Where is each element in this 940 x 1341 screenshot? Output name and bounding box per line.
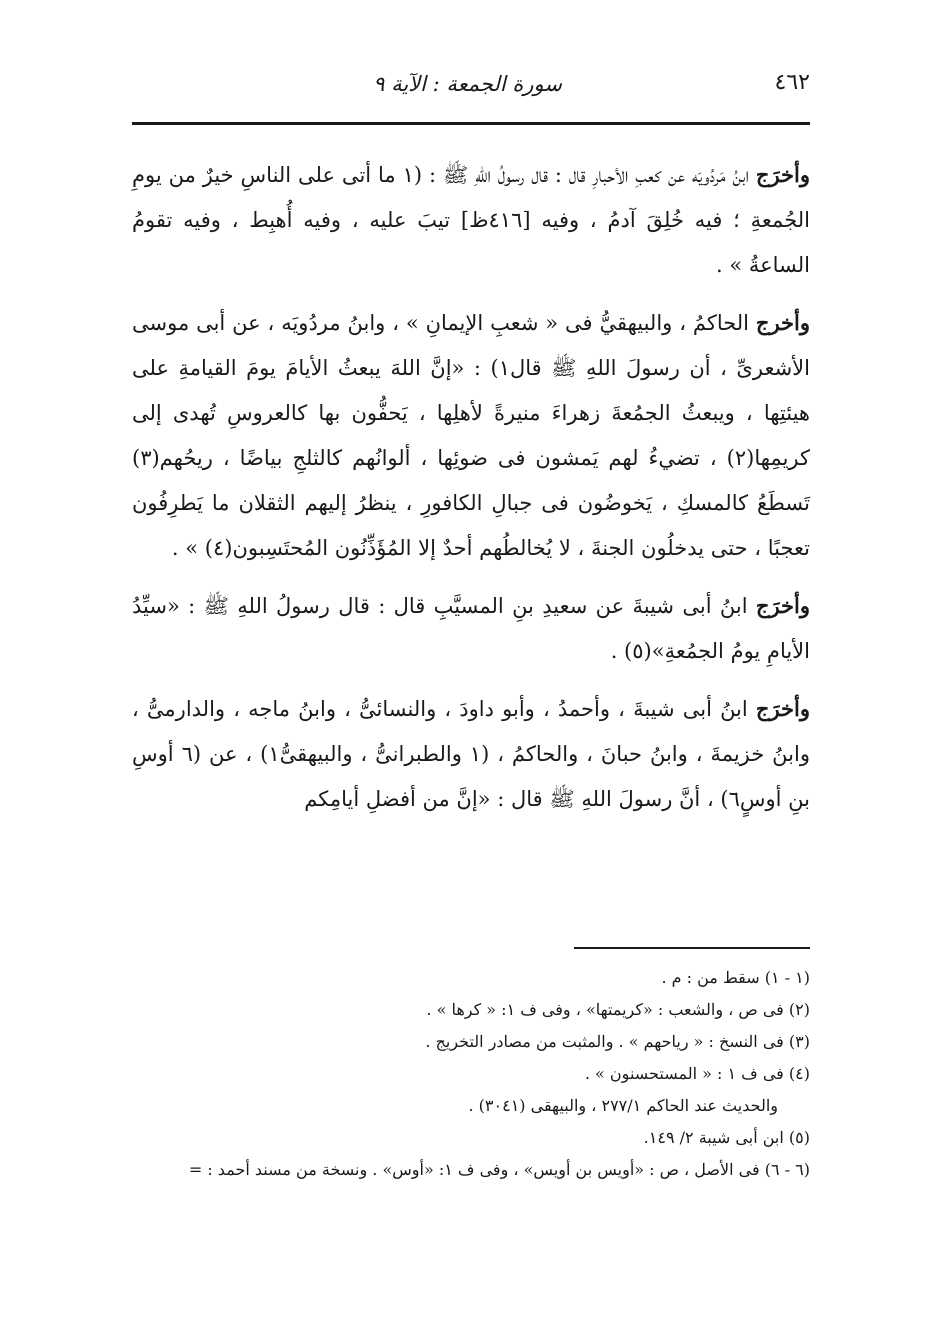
main-text [132,152,810,834]
paragraph-text: ابنُ مَردُويَه عن كعبِ الأحبارِ قال : قال رسولُ اللهِ ﷺ : (١ ما أتى على الناسِ خيرٌ من يومِ الجُمعةِ ؛ فيه خُلِقَ آدمُ ، وفيه [٤١٦ظ] تيبَ عليه ، وفيه أُهبِط ، وفيه تقومُ الساعةُ » . [132,163,810,277]
book-page [132,60,810,1179]
paragraph-text: ابنُ أبى شيبةَ عن سعيدِ بنِ المسيَّبِ قال : قال رسولُ اللهِ ﷺ : «سيِّدُ الأيامِ يومُ الجمُعةِ»(٥) . [132,594,810,663]
paragraph-text: ابنُ أبى شيبةَ ، وأحمدُ ، وأبو داودَ ، والنسائىُّ ، وابنُ ماجه ، والدارمىُّ ، وابنُ خزيمةَ ، وابنُ حبانَ ، والحاكمُ ، (١ والطبرانىُّ ، والبيهقىُّ١) ، عن (٦ أوسِ بنِ أوسٍ٦) ، أنَّ رسولَ اللهِ ﷺ قال : «إنَّ من أفضلِ أيامِكم [132,697,810,811]
paragraph [132,152,810,288]
footnotes [132,962,810,1186]
footnote-separator [574,947,810,949]
paragraph-text: الحاكمُ ، والبيهقيُّ فى « شعبِ الإيمانِ » ، وابنُ مردُويَه ، عن أبى موسى الأشعرىِّ ، أن رسولَ اللهِ ﷺ قال١) : «إنَّ اللهَ يبعثُ الأيامَ يومَ القيامةِ على هيئتِها ، ويبعثُ الجمُعةَ زهراءَ منيرةً لأهلِها ، يَحفُّون بها كالعروسِ تُهدى إلى كريمِها(٢) ، تضيءُ لهم يَمشون فى ضوئِها ، ألوانُهم كالثلجِ بياضًا ، ريحُهم(٣) تَسطَعُ كالمسكِ ، يَخوضُون فى جبالِ الكافورِ ، ينظرُ إليهم الثقلان ما يَطرِفُون تعجبًا ، حتى يدخلُون الجنةَ ، لا يُخالطُهم أحدٌ إلا المُؤَذِّنُون المُحتَسِبون(٤) » . [132,311,810,560]
footnote: (١ - ١) سقط من : م . [661,968,810,987]
paragraph-lead-word: وأخرَج [755,593,810,618]
page-number: ٤٦٢ [774,70,810,95]
footnote-continuation: والحديث عند الحاكم ٢٧٧/١ ، والبيهقى (٣٠٤١) . [468,1096,778,1115]
footnote: (٤) فى ف ١ : « المستحسنون » . [584,1064,810,1083]
paragraph-lead-word: وأخرَج [755,162,810,187]
paragraph-lead-word: وأخرَج [755,696,810,721]
footnote: (٣) فى النسخ : « رياحهم » . والمثبت من مصادر التخريج . [425,1032,810,1051]
footnote: (٢) فى ص ، والشعب : «كريمتها» ، وفى ف ١: « كرها » . [426,1000,810,1019]
running-title: سورة الجمعة : الآية ٩ [373,72,562,96]
paragraph [132,686,810,822]
footnote: (٥) ابن أبى شيبة ٢/ ١٤٩. [643,1128,810,1147]
header-rule [132,122,810,125]
paragraph [132,583,810,674]
page-header [132,60,810,116]
paragraph-lead-word: وأخرج [755,310,810,335]
paragraph [132,300,810,571]
footnote: (٦ - ٦) فى الأصل ، ص : «أويس بن أويس» ، وفى ف ١: «أوس» . ونسخة من مسند أحمد : = [188,1160,810,1179]
